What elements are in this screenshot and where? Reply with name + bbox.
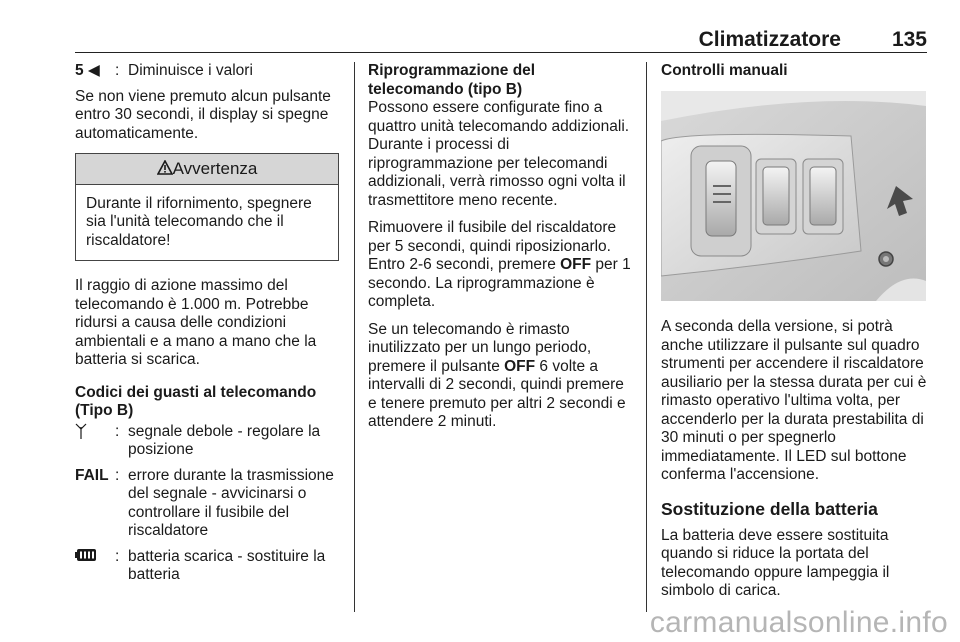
warning-box xyxy=(75,153,339,261)
battery-icon xyxy=(75,548,97,562)
reprogramming-paragraph-2: Rimuovere il fusibile del riscaldatore per 5 secondi, quindi riposizionarlo. Entro 2-6 secondi, premere OFF per 1 secondo. La riprogrammazione è completa. xyxy=(368,219,631,310)
fault-code-desc: batteria scarica - sostituire la batteria xyxy=(128,547,326,583)
off-button-label: OFF xyxy=(504,357,536,375)
antenna-icon xyxy=(75,423,87,439)
page-title: Climatizzatore xyxy=(698,28,841,51)
range-paragraph: Il raggio di azione massimo del telecomando è 1.000 m. Potrebbe ridursi a causa delle condizioni ambientali e a mano a mano che la batteria si scarica. xyxy=(75,277,317,368)
battery-replacement-paragraph: La batteria deve essere sostituita quando si riduce la portata del telecomando oppure lampeggia il simbolo di carica. xyxy=(661,526,890,599)
column-right xyxy=(661,62,927,610)
page-number: 135 xyxy=(891,28,927,51)
warning-header xyxy=(76,154,338,185)
fault-codes-heading: Codici dei guasti al telecomando (Tipo B) xyxy=(75,383,317,419)
battery-replacement-heading: Sostituzione della batteria xyxy=(661,498,878,519)
decrease-key-desc: Diminuisce i valori xyxy=(128,62,253,79)
column-divider xyxy=(646,62,647,612)
intro-key-row: 5 ◀ : Diminuisce i valori xyxy=(75,62,343,81)
watermark: carmanualsonline.info xyxy=(649,606,948,639)
manual-controls-paragraph: A seconda della versione, si potrà anche utilizzare il pulsante sul quadro strumenti per accendere il riscaldatore ausiliario per la stessa durata per cui è rimasto operativo l'ultima volta, per accenderlo per la durata prestabilita di 30 minuti o per spegnerlo immediatamente. Il LED sul bottone conferma l'accensione. xyxy=(661,318,927,483)
reprogramming-paragraph-3: Se un telecomando è rimasto inutilizzato per un lungo periodo, premere il pulsante OFF 6 volte a intervalli di 2 secondi, quindi premere e tenere premuto per altri 2 secondi e attendere 2 minuti. xyxy=(368,320,626,430)
fault-code-row: : segnale debole - regolare la posizione xyxy=(75,423,343,460)
fault-code-row: : batteria scarica - sostituire la batteria xyxy=(75,548,343,585)
dashboard-controls-photo xyxy=(661,91,926,301)
warning-title: Avvertenza xyxy=(172,159,258,178)
decrease-key-label: 5 ◀ xyxy=(75,62,100,79)
page-header xyxy=(75,22,927,53)
column-middle xyxy=(368,62,634,441)
fault-code-desc: segnale debole - regolare la posizione xyxy=(128,422,321,458)
reprogramming-heading: Riprogrammazione del telecomando (tipo B) xyxy=(368,62,536,98)
fault-code-desc: errore durante la trasmissione del segnale - avvicinarsi o controllare il fusibile del riscaldatore xyxy=(128,466,334,539)
column-divider xyxy=(354,62,355,612)
column-left xyxy=(75,62,343,592)
off-button-label: OFF xyxy=(560,256,592,273)
warning-text: Durante il rifornimento, spegnere sia l'unità telecomando che il riscaldatore! xyxy=(86,194,312,249)
manual-controls-heading: Controlli manuali xyxy=(661,62,788,79)
auto-off-paragraph: Se non viene premuto alcun pulsante entro 30 secondi, il display si spegne automaticamente. xyxy=(75,87,331,142)
fault-code-key: FAIL xyxy=(75,466,109,484)
reprogramming-paragraph-1: Possono essere configurate fino a quattro unità telecomando addizionali. Durante i processi di riprogrammazione per telecomandi addizionali, verrà rimosso ogni volta il trasmettitore meno recente. xyxy=(368,99,630,209)
warning-triangle-icon xyxy=(157,160,173,175)
fault-code-row: FAIL : errore durante la trasmissione del segnale - avvicinarsi o controllare il fusibile del riscaldatore xyxy=(75,467,343,541)
